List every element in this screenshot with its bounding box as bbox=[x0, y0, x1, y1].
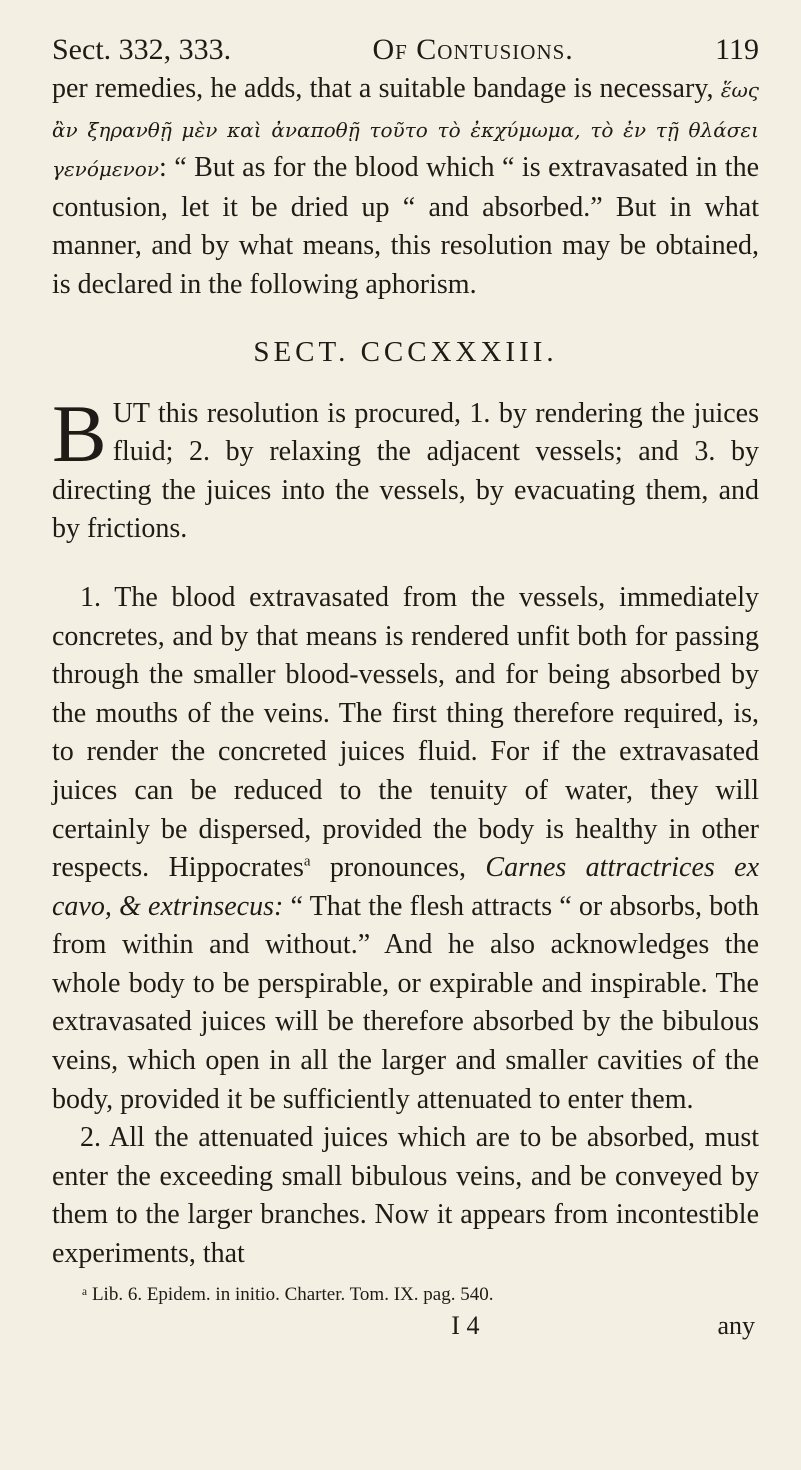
aphorism-text: UT this resolution is procured, 1. by rendering the juices fluid; 2. by relaxing the adjacent vessels; and 3. by directing the juices into the vessels, by evacuating them, and by frictions. bbox=[52, 397, 759, 545]
section-heading: SECT. CCCXXXIII. bbox=[253, 335, 558, 368]
paragraph-text: per remedies, he adds, that a suitable bandage is necessary, bbox=[52, 73, 721, 104]
section-reference: Sect. 332, 333. bbox=[52, 33, 232, 66]
paragraph-continuation bbox=[52, 70, 759, 305]
greek-quotation: ἕως ἂν ξηρανθῇ μὲν καὶ ἀναποθῇ τοῦτο τὸ ἐκχύμωμα, τὸ ἐν τῇ θλάσει γενόμενον bbox=[52, 78, 759, 182]
drop-capital: B bbox=[52, 387, 107, 479]
aphorism-paragraph bbox=[52, 387, 759, 549]
footnote: ᵃ Lib. 6. Epidem. in initio. Charter. Tom. IX. pag. 540. bbox=[82, 1283, 494, 1305]
page-number: 119 bbox=[715, 33, 759, 66]
latin-quotation: Carnes attractrices ex cavo, & extrinsecus: bbox=[52, 852, 760, 922]
chapter-title: Of Contusions. bbox=[372, 33, 574, 66]
paragraph-text: “ That the flesh attracts “ or absorbs, both from within and without.” And he also acknowledges the whole body to be perspirable, or expirable and inspirable. The extravasated juices will be therefore absorbed by the bibulous veins, which open in all the larger and smaller cavities of the body, provided it be sufficiently attenuated to enter them. bbox=[52, 890, 759, 1115]
paragraph-text: 2. All the attenuated juices which are to be absorbed, must enter the exceeding small bibulous veins, and be conveyed by them to the larger branches. Now it appears from incontestible experiments, that bbox=[52, 1122, 759, 1270]
body-text bbox=[52, 70, 759, 1274]
footnote-marker: a bbox=[303, 853, 311, 870]
catchword: any bbox=[717, 1310, 755, 1340]
commentary-paragraph-2 bbox=[52, 1119, 759, 1273]
signature-mark: I 4 bbox=[451, 1310, 480, 1340]
paragraph-text: : “ But as for the blood which “ is extravasated in the contusion, let it be dried up “ and absorbed.” But in what manner, and by what means, this resolution may be obtained, is declared in the following aphorism. bbox=[52, 152, 759, 300]
paragraph-text: 1. The blood extravasated from the vessels, immediately concretes, and by that means is rendered unfit both for passing through the smaller blood-vessels, and for being absorbed by the mouths of the veins. The first thing therefore required, is, to render the concreted juices fluid. For if the extravasated juices can be reduced to the tenuity of water, they will certainly be dispersed, provided the body is healthy in other respects. Hippocrates bbox=[52, 581, 759, 884]
running-head bbox=[52, 30, 759, 70]
commentary-paragraph-1: 1. The blood extravasated from the vessels, immediately concretes, and by that means is rendered unfit both for passing through the smaller blood-vessels, and for being absorbed by the mouths of the veins. The first thing therefore required, is, to render the concreted juices fluid. For if the extravasated juices can be reduced to the tenuity of water, they will certainly be dispersed, provided the body is healthy in other respects. Hippocrates$^a$ pronounces, Carnes attractrices ex cavo, & extrinsecus: “ That the flesh attracts “ or absorbs, both from within and without.” And he also acknowledges the whole body to be perspirable, or expirable and inspirable. The extravasated juices will be therefore absorbed by the bibulous veins, which open in all the larger and smaller cavities of the body, provided it be sufficiently attenuated to enter them. bbox=[52, 581, 760, 1115]
page-footer bbox=[52, 1310, 759, 1342]
